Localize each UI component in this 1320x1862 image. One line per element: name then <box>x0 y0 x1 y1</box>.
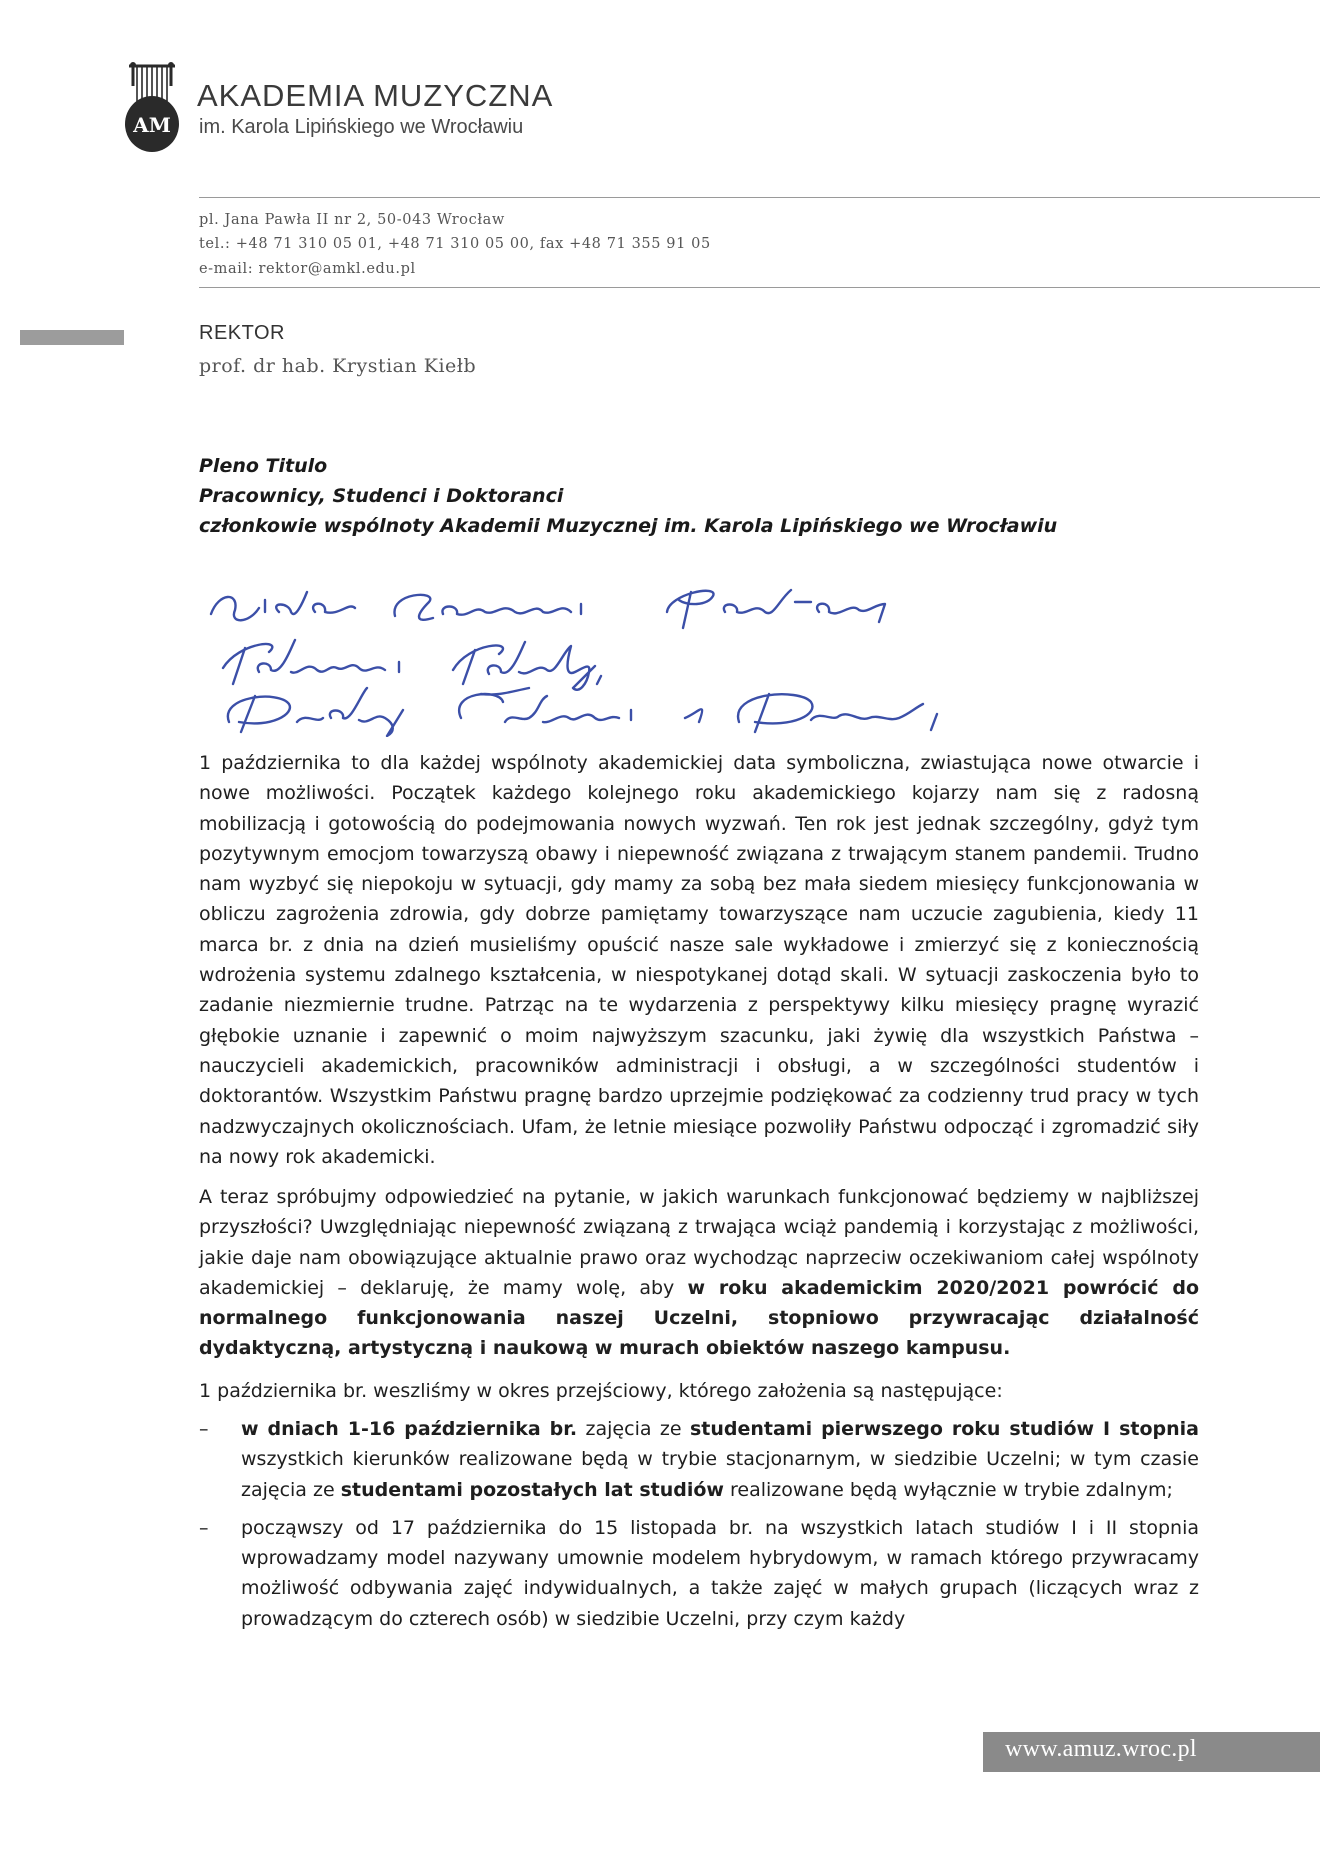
footer-url: www.amuz.wroc.pl <box>1005 1736 1197 1762</box>
sender-title: REKTOR <box>199 322 285 344</box>
institution-name: AKADEMIA MUZYCZNA <box>197 78 554 113</box>
sender-name: prof. dr hab. Krystian Kiełb <box>199 355 477 377</box>
margin-marker-bar <box>20 330 124 345</box>
salutation-line-3: członkowie wspólnoty Akademii Muzycznej im. Karola Lipińskiego we Wrocławiu <box>199 515 1058 537</box>
institution-subtitle: im. Karola Lipińskiego we Wrocławiu <box>199 116 524 138</box>
lyre-logo-icon <box>123 62 181 154</box>
paragraph-3: 1 października br. weszliśmy w okres przejściowy, którego założenia są następujące: <box>199 1380 1003 1402</box>
address-line: pl. Jana Pawła II nr 2, 50-043 Wrocław <box>199 212 505 228</box>
paragraph-2-bold: w roku akademickim 2020/2021 powrócić do normalnego funkcjonowania naszej Uczelni, stopniowo przywracając działalność dydaktyczną, artystyczną i naukową w murach obiektów naszego kampusu. <box>199 1276 1200 1360</box>
email-line: e-mail: rektor@amkl.edu.pl <box>199 261 416 277</box>
header-rule-top <box>199 197 1320 198</box>
header-rule-bottom <box>199 287 1320 288</box>
b2-text: począwszy od 17 października do 15 listopada br. na wszystkich latach studiów I i II stopnia wprowadzamy model nazywany umownie modelem hybrydowym, w ramach którego przywracamy możliwość odbywania zajęć indywidualnych, a także zajęć w małych grupach (liczących wraz z prowadzącym do czterech osób) w siedzibie Uczelni, przy czym każdy <box>241 1516 1199 1630</box>
b1-bold-2: studentami pierwszego roku studiów I stopnia <box>689 1418 1199 1440</box>
paragraph-2-text: A teraz spróbujmy odpowiedzieć na pytanie, w jakich warunkach funkcjonować będziemy w najbliższej przyszłości? Uwzględniając niepewność związaną z trwająca wciąż pandemią i korzystając z możliwości, jakie daje nam obowiązujące aktualnie prawo oraz wychodząc naprzeciw oczekiwaniom całej wspólnoty akademickiej – deklaruję, że mamy wolę, aby <box>199 1186 1199 1299</box>
salutation-line-2: Pracownicy, Studenci i Doktoranci <box>199 485 564 507</box>
phone-line: tel.: +48 71 310 05 01, +48 71 310 05 00, fax +48 71 355 91 05 <box>199 236 711 252</box>
paragraph-2 <box>199 1182 1199 1364</box>
list-item <box>199 1513 1199 1634</box>
conditions-list <box>199 1414 1199 1642</box>
b1-text-1: zajęcia ze <box>577 1418 690 1440</box>
b1-bold-3: studentami pozostałych lat studiów <box>340 1478 724 1501</box>
handwritten-greeting <box>199 572 959 737</box>
b1-text-3: realizowane będą wyłącznie w trybie zdalnym; <box>723 1478 1173 1501</box>
b1-text-2: wszystkich kierunków realizowane będą w trybie stacjonarnym, w siedzibie Uczelni; w tym czasie zajęcia ze <box>241 1448 1199 1501</box>
svg-text:AM: AM <box>133 113 171 137</box>
b1-bold-1: w dniach 1-16 października br. <box>241 1418 578 1440</box>
list-item <box>199 1414 1199 1505</box>
list-dash: – <box>199 1516 209 1539</box>
salutation-line-1: Pleno Titulo <box>199 455 328 477</box>
list-dash: – <box>199 1418 209 1440</box>
paragraph-1: 1 października to dla każdej wspólnoty akademickiej data symboliczna, zwiastująca nowe otwarcie i nowe możliwości. Początek każdego kolejnego roku akademickiego kojarzy nam się z radosną mobilizacją i gotowością do podejmowania nowych wyzwań. Ten rok jest jednak szczególny, gdyż tym pozytywnym emocjom towarzyszą obawy i niepewność związana z trwającym stanem pandemii. Trudno nam wyzbyć się niepokoju w sytuacji, gdy mamy za sobą bez mała siedem miesięcy funkcjonowania w obliczu zagrożenia zdrowia, gdy dobrze pamiętamy towarzyszące nam uczucie zagubienia, kiedy 11 marca br. z dnia na dzień musieliśmy opuścić nasze sale wykładowe i zmierzyć się z koniecznością wdrożenia systemu zdalnego kształcenia, w niespotykanej dotąd skali. W sytuacji zaskoczenia było to zadanie niezmiernie trudne. Patrząc na te wydarzenia z perspektywy kilku miesięcy pragnę wyrazić głębokie uznanie i zapewnić o moim najwyższym szacunku, jaki żywię dla wszystkich Państwa – nauczycieli akademickich, pracowników administracji i obsługi, a w szczególności studentów i doktorantów. Wszystkim Państwu pragnę bardzo uprzejmie podziękować za codzienny trud pracy w tych nadzwyczajnych okolicznościach. Ufam, że letnie miesiące pozwoliły Państwu odpocząć i zgromadzić siły na nowy rok akademicki. <box>199 752 1199 1168</box>
